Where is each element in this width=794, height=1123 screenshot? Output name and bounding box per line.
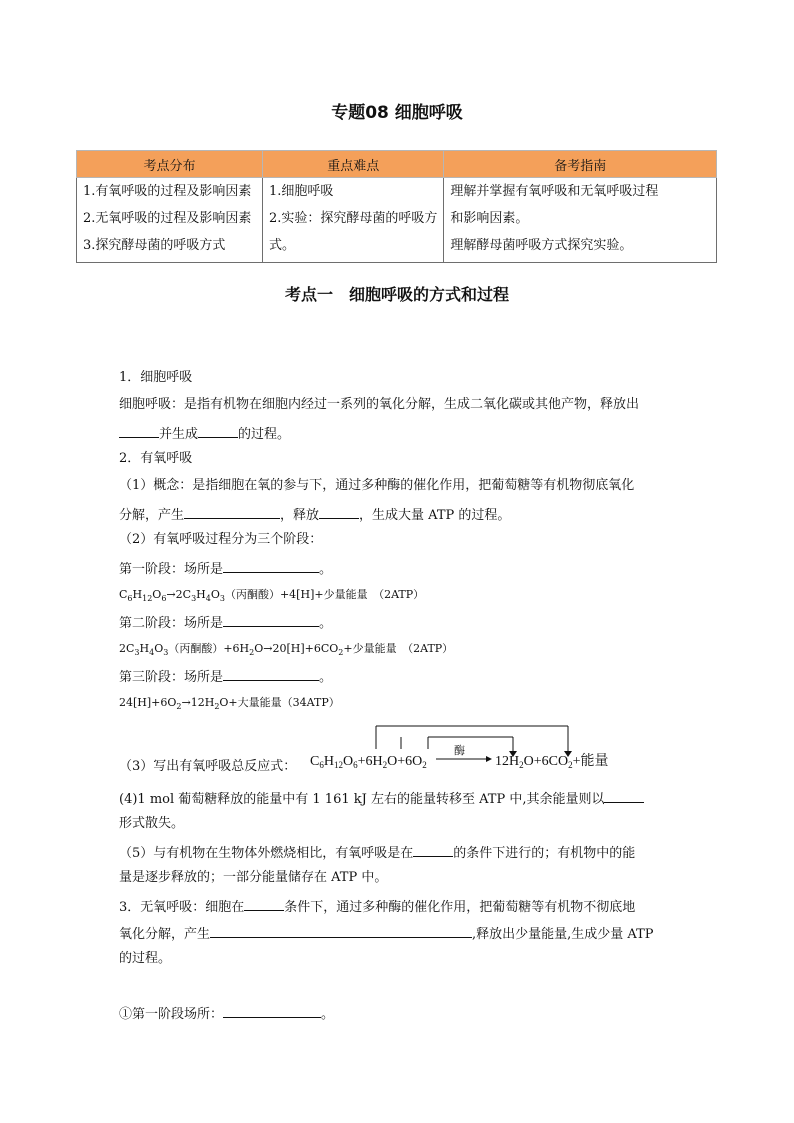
total-equation-label: （3）写出有氧呼吸总反应式： — [119, 759, 297, 774]
compare-line2: 量是逐步释放的；一部分能量储存在 ATP 中。 — [119, 870, 388, 885]
stage3-label: 第三阶段：场所是 — [119, 670, 224, 685]
stage1-label: 第一阶段：场所是 — [119, 562, 224, 577]
s3-stage1-end: 。 — [321, 1007, 335, 1022]
overview-table — [76, 150, 717, 263]
s1-line2-end: 的过程。 — [238, 427, 291, 442]
stage3-equation: $24[H]+6O_2\to 12H_2O+$大量能量（34ATP） — [119, 696, 340, 712]
total-reaction-equation — [310, 724, 630, 772]
cell-study-guide — [444, 178, 717, 263]
s3-part-a: 3．无氧呼吸：细胞在 — [119, 900, 245, 915]
fill-blank[interactable] — [210, 923, 472, 938]
s1-line2-mid: 并生成 — [159, 427, 199, 442]
fill-blank[interactable] — [223, 558, 319, 573]
s3-part-c: 氧化分解，产生 — [119, 927, 211, 942]
cell-line: 理解酵母菌呼吸方式探究实验。 — [450, 238, 633, 253]
cell-line: 式。 — [269, 238, 296, 253]
section-title: 考点一 细胞呼吸的方式和过程 — [284, 285, 509, 304]
s3-stage1-label: ①第一阶段场所： — [119, 1007, 224, 1022]
s3-part-d: ,释放出少量能量,生成少量 ATP — [472, 927, 654, 942]
table-header-row — [77, 151, 717, 178]
document-title: 专题08 细胞呼吸 — [331, 103, 463, 123]
stage1-line — [119, 558, 332, 579]
fill-blank[interactable] — [119, 423, 159, 438]
compare-line1 — [119, 842, 635, 863]
compare-part-b: 的条件下进行的；有机物中的能 — [453, 846, 636, 861]
s3-line1 — [119, 896, 635, 917]
stage2-line — [119, 612, 332, 633]
fill-blank[interactable] — [223, 1003, 321, 1018]
fill-blank[interactable] — [319, 504, 359, 519]
period: 。 — [319, 562, 333, 577]
fill-blank[interactable] — [223, 666, 319, 681]
s3-line2 — [119, 923, 654, 944]
energy-text: (4)1 mol 葡萄糖释放的能量中有 1 161 kJ 左右的能量转移至 ATP 中,其余能量则以 — [119, 792, 605, 807]
energy-line1 — [119, 788, 644, 809]
s2-heading: 2．有氧呼吸 — [119, 451, 193, 466]
table-row — [77, 178, 717, 263]
fill-blank[interactable] — [223, 612, 319, 627]
s1-line1: 细胞呼吸：是指有机物在细胞内经过一系列的氧化分解，生成二氧化碳或其他产物，释放出 — [119, 397, 640, 412]
s1-heading: 1．细胞呼吸 — [119, 370, 193, 385]
fill-blank[interactable] — [413, 842, 453, 857]
energy-line2: 形式散失。 — [119, 816, 185, 831]
enzyme-label: 酶 — [454, 744, 465, 757]
concept-part-a: 分解，产生 — [119, 508, 185, 523]
s2-concept-line1: （1）概念：是指细胞在氧的参与下，通过多种酶的催化作用，把葡萄糖等有机物彻底氧化 — [119, 478, 635, 493]
cell-line: 理解并掌握有氧呼吸和无氧呼吸过程 — [450, 184, 659, 199]
s3-stage1-line — [119, 1003, 334, 1024]
s2-stages-intro: （2）有氧呼吸过程分为三个阶段： — [119, 532, 323, 547]
cell-line: 3.探究酵母菌的呼吸方式 — [83, 238, 226, 253]
cell-line: 2.实验：探究酵母菌的呼吸方 — [269, 211, 438, 226]
cell-line: 1.细胞呼吸 — [269, 184, 334, 199]
equation-products: $12H_2O+6CO_2+$能量 — [495, 754, 609, 770]
stage1-equation: $C_6H_{12}O_6\to 2C_3H_4O_3$（丙酮酸）+4[H]+少量能量 （2ATP） — [119, 588, 425, 604]
concept-part-b: ，释放 — [280, 508, 320, 523]
cell-line: 和影响因素。 — [450, 211, 529, 226]
fill-blank[interactable] — [184, 504, 280, 519]
period: 。 — [319, 670, 333, 685]
fill-blank[interactable] — [198, 423, 238, 438]
header-key-difficulties: 重点难点 — [263, 151, 444, 178]
equation-reactants: $C_6H_{12}O_6+6H_2O+6O_2$ — [310, 754, 427, 770]
stage3-line — [119, 666, 332, 687]
fill-blank[interactable] — [604, 788, 644, 803]
fill-blank[interactable] — [244, 896, 284, 911]
s2-concept-line2 — [119, 504, 510, 525]
cell-key-difficulties — [263, 178, 444, 263]
header-topic-distribution: 考点分布 — [77, 151, 263, 178]
compare-part-a: （5）与有机物在生物体外燃烧相比，有氧呼吸是在 — [119, 846, 414, 861]
s3-part-b: 条件下，通过多种酶的催化作用，把葡萄糖等有机物不彻底地 — [284, 900, 636, 915]
stage2-equation: $2C_3H_4O_3$（丙酮酸）$+6H_2O\to 20[H]+6CO_2+$少量能量 （2ATP） — [119, 642, 454, 658]
header-study-guide: 备考指南 — [444, 151, 717, 178]
concept-part-c: ，生成大量 ATP 的过程。 — [359, 508, 511, 523]
period: 。 — [319, 616, 333, 631]
stage2-label: 第二阶段：场所是 — [119, 616, 224, 631]
cell-line: 1.有氧呼吸的过程及影响因素 — [83, 184, 252, 199]
s1-line2 — [119, 423, 290, 444]
cell-topic-distribution — [77, 178, 263, 263]
cell-line: 2.无氧呼吸的过程及影响因素 — [83, 211, 252, 226]
s3-line3: 的过程。 — [119, 951, 172, 966]
